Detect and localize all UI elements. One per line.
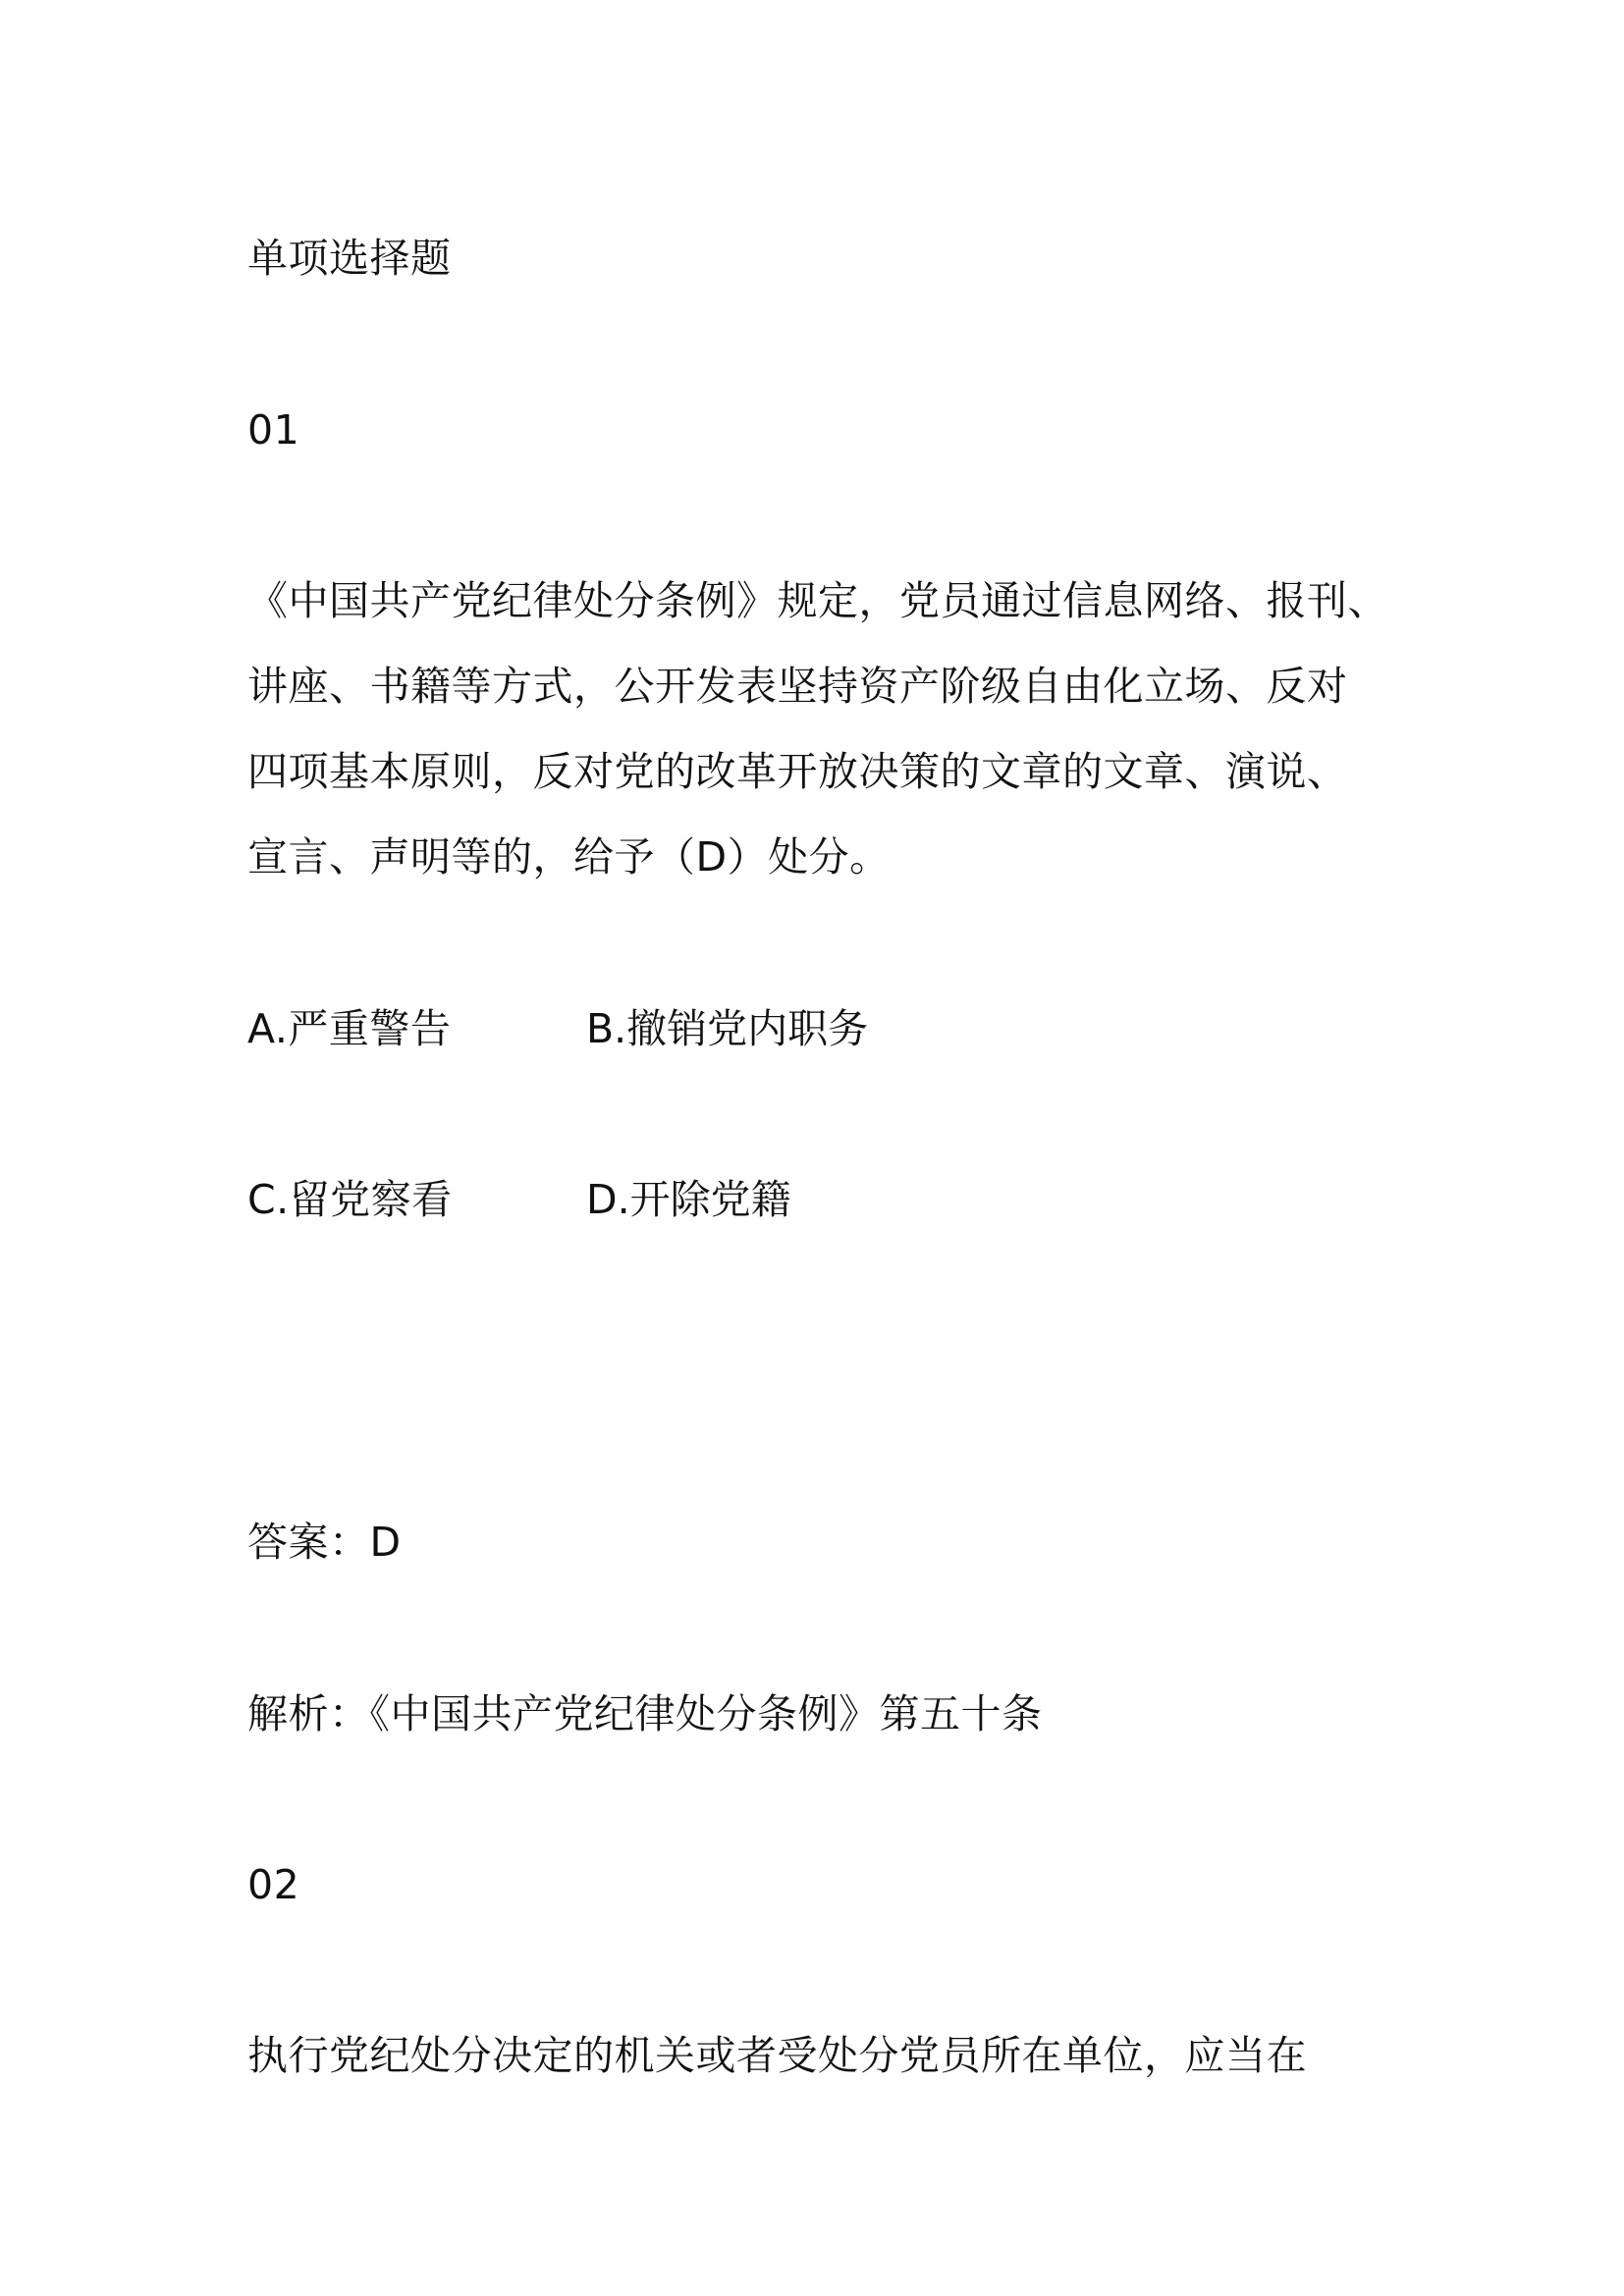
- option-b: B.撤销党内职务: [586, 1005, 869, 1052]
- question-stem-line: 《中国共产党纪律处分条例》规定，党员通过信息网络、报刊、: [247, 577, 1388, 624]
- question-stem: [247, 571, 1388, 886]
- answer: 答案：D: [247, 1519, 402, 1566]
- question-stem-line: 执行党纪处分决定的机关或者受处分党员所在单位，应当在: [247, 2032, 1307, 2079]
- question-number: 02: [247, 1861, 300, 1908]
- option-a: A.严重警告: [247, 1005, 452, 1052]
- option-d: D.开除党籍: [586, 1176, 791, 1223]
- analysis: 解析：《中国共产党纪律处分条例》第五十条: [247, 1690, 1043, 1737]
- section-title: 单项选择题: [247, 235, 452, 282]
- question-stem: [247, 2026, 1307, 2085]
- question-stem-line: 四项基本原则，反对党的改革开放决策的文章的文章、演说、: [247, 748, 1348, 795]
- question-number: 01: [247, 406, 300, 454]
- option-c: C.留党察看: [247, 1176, 453, 1223]
- question-stem-line: 讲座、书籍等方式，公开发表坚持资产阶级自由化立场、反对: [247, 663, 1348, 710]
- question-stem-line: 宣言、声明等的，给予（D）处分。: [247, 833, 891, 881]
